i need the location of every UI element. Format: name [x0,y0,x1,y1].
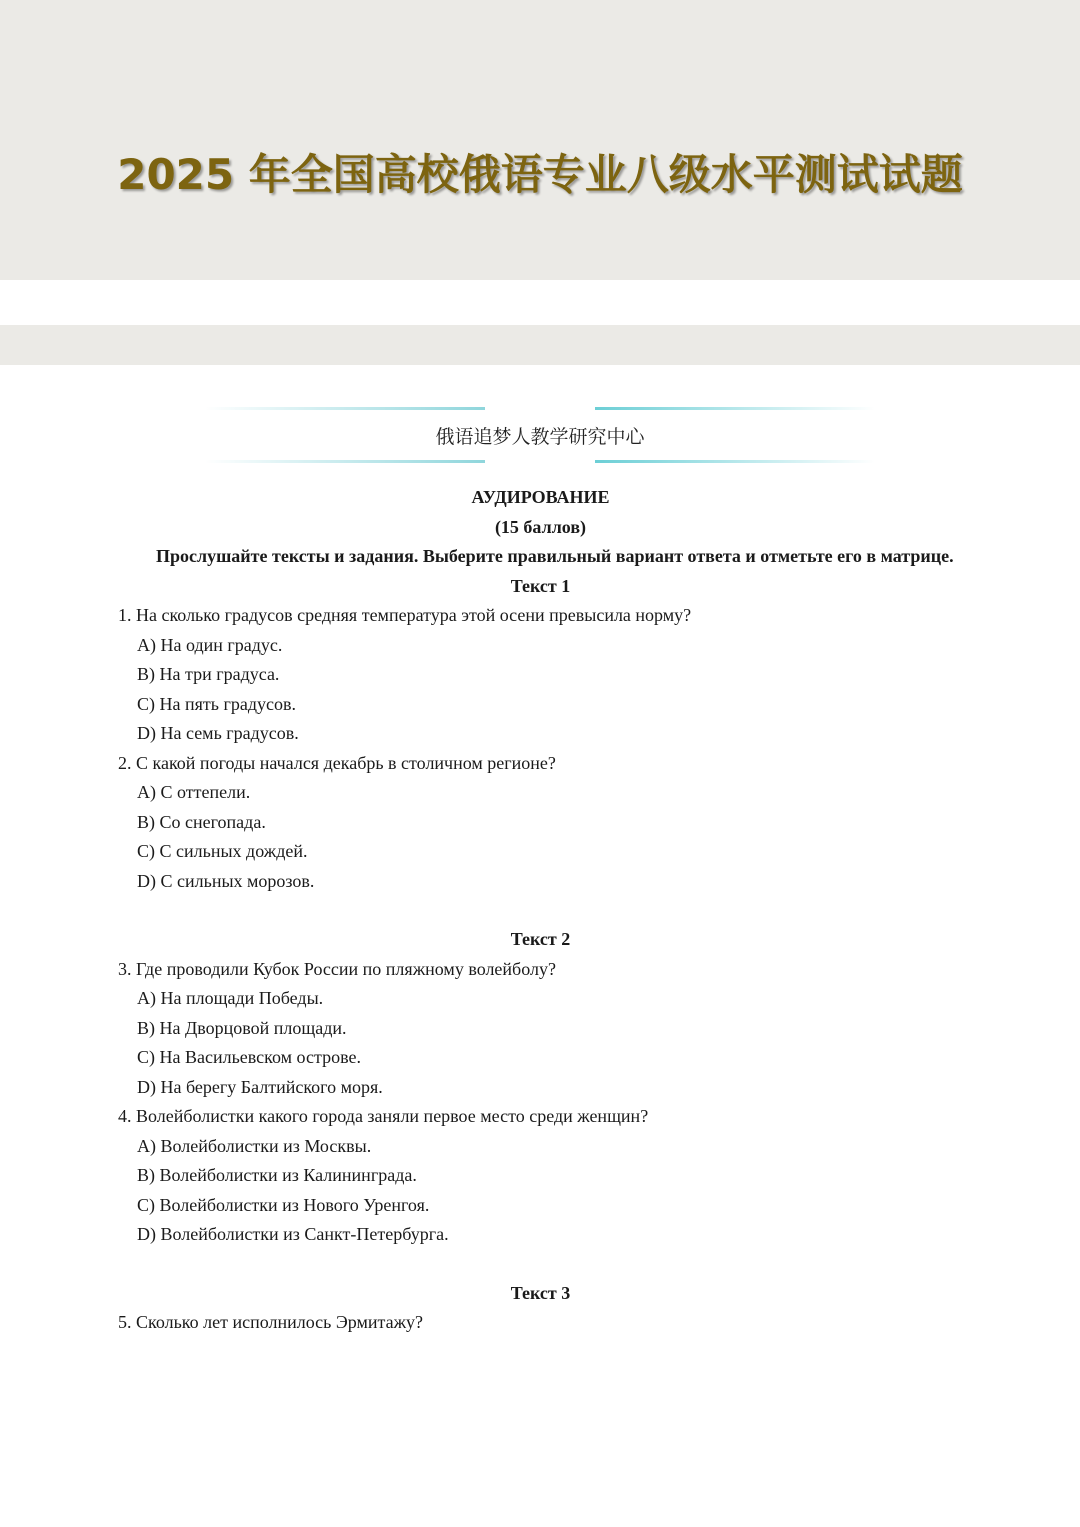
section-points: (15 баллов) [494,516,587,537]
answer-option: С) Волейболистки из Нового Уренгоя. [137,1194,430,1215]
text-heading: Текст 2 [510,929,571,949]
section-instruction: Прослушайте тексты и задания. Выберите правильный вариант ответа и отметьте его в матрице. [156,546,954,566]
answer-option: D) Волейболистки из Санкт-Петербурга. [137,1224,449,1244]
answer-option: С) На Васильевском острове. [137,1047,361,1067]
answer-option: D) С сильных морозов. [137,870,315,891]
text-heading: Текст 1 [510,575,571,596]
question: 3. Где проводили Кубок России по пляжному волейболу? [118,958,556,979]
question: 5. Сколько лет исполнилось Эрмитажу? [118,1312,423,1332]
decorative-rule-top-right [595,407,875,410]
answer-option: D) На берегу Балтийского моря. [137,1076,383,1097]
decorative-rule-bottom-left [205,460,485,463]
text-heading: Текст 3 [510,1282,571,1303]
answer-option: В) На Дворцовой площади. [137,1017,347,1038]
answer-option: А) На площади Победы. [137,988,324,1008]
divider-band [0,325,1080,365]
answer-option: В) Волейболистки из Калининграда. [137,1165,417,1185]
answer-option: В) На три градуса. [137,664,280,684]
decorative-rule-top-left [205,407,485,410]
answer-option: D) На семь градусов. [137,723,299,743]
exam-content [118,483,963,1338]
answer-option: С) На пять градусов. [137,693,296,714]
answer-option: А) С оттепели. [137,782,251,802]
section-title: АУДИРОВАНИЕ [471,487,610,507]
publisher-name: 俄语追梦人教学研究中心 [435,426,645,448]
document-title: 2025 年全国高校俄语专业八级水平测试试题 [117,150,963,199]
answer-option: А) На один градус. [137,634,283,655]
question: 1. На сколько градусов средняя температура этой осени превысила норму? [118,605,692,625]
answer-option: А) Волейболистки из Москвы. [137,1135,372,1156]
answer-option: В) Со снегопада. [137,811,266,832]
decorative-rule-bottom-right [595,460,875,463]
answer-option: С) С сильных дождей. [137,841,308,861]
question: 2. С какой погоды начался декабрь в столичном регионе? [118,752,556,773]
question: 4. Волейболистки какого города заняли первое место среди женщин? [118,1106,649,1126]
title-banner [0,0,1080,280]
